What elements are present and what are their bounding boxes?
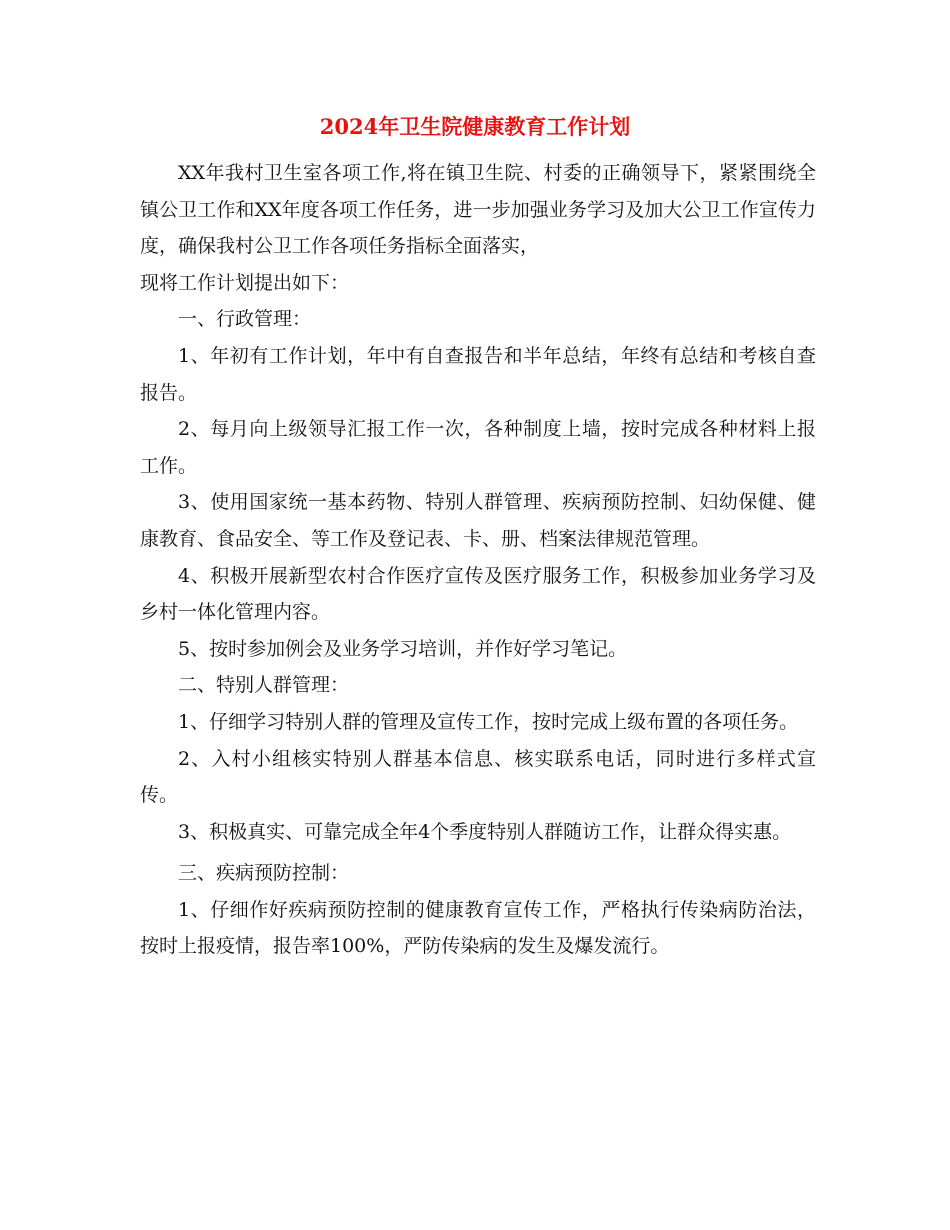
admin-item-2: 2、每月向上级领导汇报工作一次，各种制度上墙，按时完成各种材料上报工作。 — [140, 418, 816, 477]
section-heading-administration: 一、行政管理： — [178, 308, 312, 331]
document-title: 2024年卫生院健康教育工作计划 — [319, 114, 631, 139]
special-groups-item-2: 2、入村小组核实特别人群基本信息、核实联系电话，同时进行多样式宣传。 — [140, 747, 816, 807]
admin-item-4: 4、积极开展新型农村合作医疗宣传及医疗服务工作，积极参加业务学习及乡村一体化管理内容。 — [140, 564, 816, 624]
document-body — [140, 155, 816, 965]
admin-item-3: 3、使用国家统一基本药物、特别人群管理、疾病预防控制、妇幼保健、健康教育、食品安全、等工作及登记表、卡、册、档案法律规范管理。 — [140, 491, 816, 550]
intro-paragraph: XX年我村卫生室各项工作,将在镇卫生院、村委的正确领导下，紧紧围绕全镇公卫工作和XX年度各项工作任务，进一步加强业务学习及加大公卫工作宣传力度，确保我村公卫工作各项任务指标全面落实， — [140, 162, 816, 258]
admin-item-1: 1、年初有工作计划，年中有自查报告和半年总结，年终有总结和考核自查报告。 — [140, 344, 816, 404]
special-groups-item-1: 1、仔细学习特别人群的管理及宣传工作，按时完成上级布置的各项任务。 — [178, 710, 799, 733]
section-heading-disease-control: 三、疾病预防控制： — [178, 862, 350, 885]
section-heading-special-groups: 二、特别人群管理： — [178, 674, 350, 697]
special-groups-item-3: 3、积极真实、可靠完成全年4个季度特别人群随访工作，让群众得实惠。 — [178, 820, 792, 843]
intro-closing-line: 现将工作计划提出如下： — [140, 271, 350, 294]
admin-item-5: 5、按时参加例会及业务学习培训，并作好学习笔记。 — [178, 637, 628, 660]
disease-control-item-1: 1、仔细作好疾病预防控制的健康教育宣传工作，严格执行传染病防治法，按时上报疫情，报告率100%，严防传染病的发生及爆发流行。 — [140, 898, 816, 958]
